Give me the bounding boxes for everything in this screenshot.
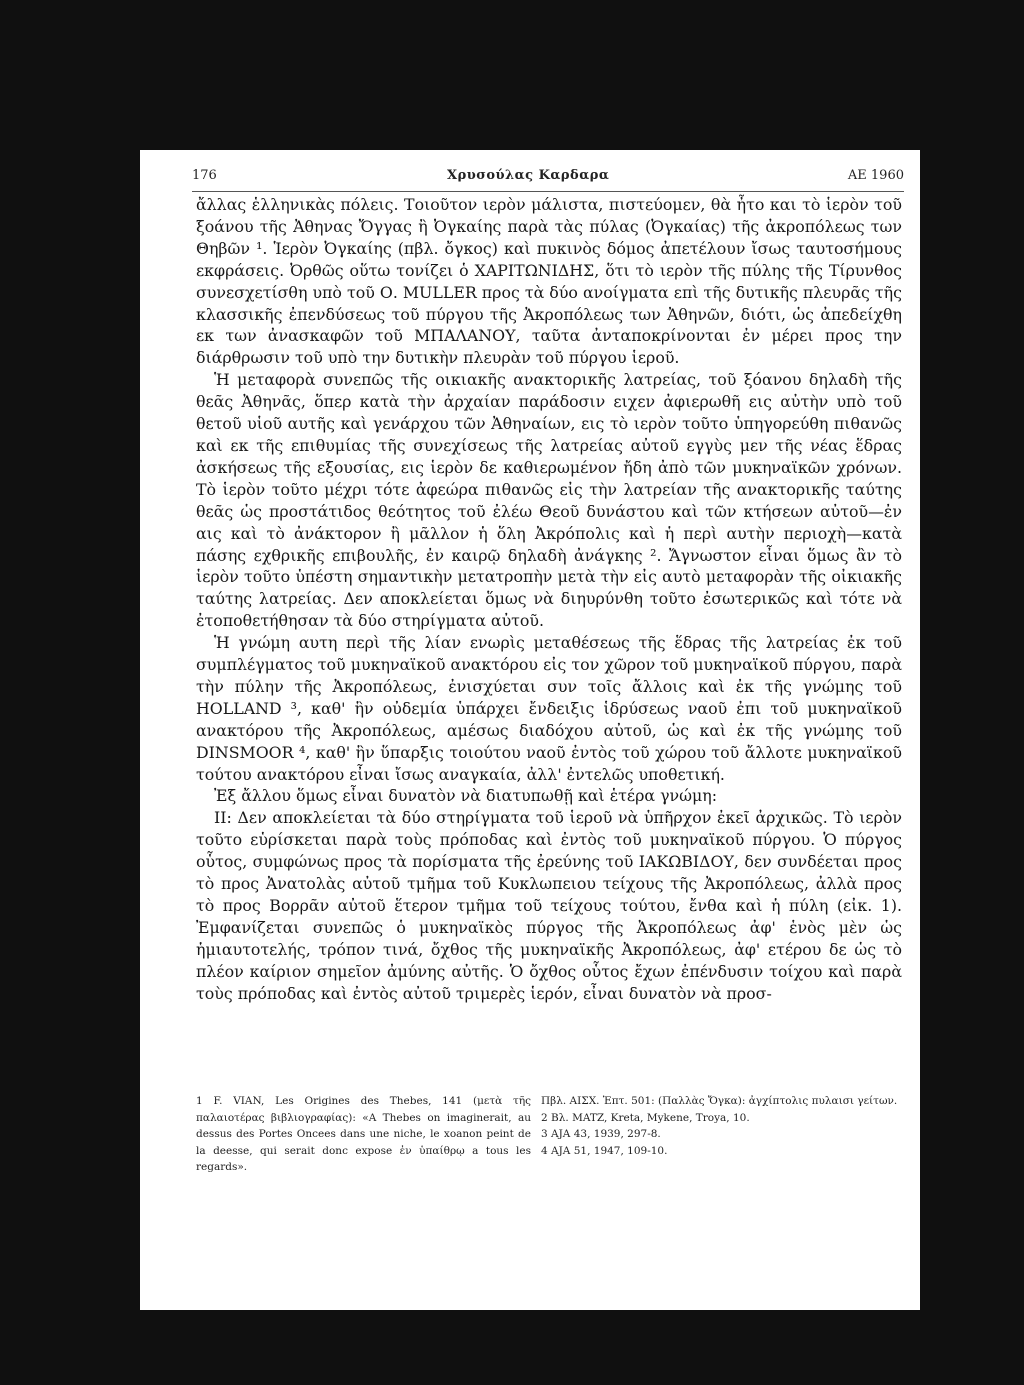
header-rule: [192, 191, 904, 192]
footnotes-left-column: [196, 1093, 531, 1176]
footnote: Πβλ. ΑΙΣΧ. Ἑπτ. 501: (Παλλὰς Ὄγκα): ἀγχίπτολις πυλαισι γείτων.: [541, 1095, 898, 1107]
journal-reference: ΑΕ 1960: [847, 168, 904, 183]
paragraph: Ἡ γνώμη αυτη περὶ τῆς λίαν ενωρὶς μεταθέσεως τῆς ἕδρας τῆς λατρείας ἐκ τοῦ συμπλέγματος τοῦ μυκηναϊκοῦ ανακτόρου εἰς τον χῶρον τοῦ μυκηναϊκοῦ πύργου, παρὰ τὴν πύλην τῆς Ἀκροπόλεως, ἐνισχύεται συν τοῖς ἄλλοις καὶ ἐκ τῆς γνώμης τοῦ HOLLAND ³, καθ' ἣν οὐδεμία ὑπάρχει ἔνδειξις ἱδρύσεως ναοῦ ἐπι τοῦ μυκηναϊκοῦ ανακτόρου τῆς Ἀκροπόλεως, αμέσως διαδόχου αὐτοῦ, ὡς καὶ ἐκ τῆς γνώμης τοῦ DINSMOOR ⁴, καθ' ἣν ὕπαρξις τοιούτου ναοῦ ἐντὸς τοῦ χώρου τοῦ ἄλλοτε μυκηναϊκοῦ τούτου ανακτόρου εἶναι ἴσως αναγκαία, ἀλλ' ἐντελῶς υποθετική.: [196, 633, 902, 784]
paragraph: Ἡ μεταφορὰ συνεπῶς τῆς οικιακῆς ανακτορικῆς λατρείας, τοῦ ξόανου δηλαδὴ τῆς θεᾶς Ἀθηνᾶς, ὅπερ κατὰ τὴν ἀρχαίαν παράδοσιν ειχεν ἀφιερωθῆ εις αὐτὴν υπὸ τοῦ θετοῦ υἱοῦ αυτῆς καὶ γενάρχου τῶν Ἀθηναίων, εις τὸ ιερὸν τοῦτο ὑπηγορεύθη πιθανῶς καὶ εκ τῆς επιθυμίας τῆς συνεχίσεως τῆς λατρείας αὐτοῦ εγγὺς μεν τῆς νέας ἕδρας ἀσκήσεως τῆς εξουσίας, εις ἱερὸν δε καθιερωμένον ἤδη ἀπὸ τῶν μυκηναϊκῶν χρόνων. Τὸ ἱερὸν τοῦτο μέχρι τότε ἀφεώρα πιθανῶς εἰς τὴν λατρείαν τῆς ανακτορικῆς ταύτης θεᾶς ὡς προστάτιδος θεότητος τοῦ ἐλέω Θεοῦ δυνάστου καὶ τῶν κτήσεων αὐτοῦ—ἐν αις καὶ τὸ ἀνάκτορον ἢ μᾶλλον ἡ ὅλη Ἀκρόπολις καὶ ἡ περὶ αυτὴν περιοχὴ—κατὰ πάσης εχθρικῆς επιβουλῆς, ἐν καιρῷ δηλαδὴ ἀνάγκης ². Ἄγνωστον εἶναι ὅμως ἂν τὸ ἱερὸν τοῦτο ὑπέστη σημαντικὴν μετατροπὴν μετὰ τὴν εἰς αυτὸ μεταφορὰν τῆς οἰκιακῆς ταύτης λατρείας. Δεν αποκλείεται ὅμως νὰ διηυρύνθη τοῦτο ἐσωτερικῶς καὶ τότε νὰ ἐτοποθετήθησαν τὰ δύο στηρίγματα αὐτοῦ.: [196, 370, 902, 631]
footnote: 2 Βλ. MATZ, Kreta, Mykene, Troya, 10.: [541, 1111, 750, 1124]
paragraph: II: Δεν αποκλείεται τὰ δύο στηρίγματα τοῦ ἱεροῦ νὰ ὑπῆρχον ἐκεῖ ἀρχικῶς. Τὸ ιερὸν τοῦτο εὑρίσκεται παρὰ τοὺς πρόποδας καὶ ἐντὸς τοῦ μυκηναϊκοῦ πύργου. Ὁ πύργος οὗτος, συμφώνως προς τὰ πορίσματα τῆς ἐρεύνης τοῦ ΙΑΚΩΒΙΔΟΥ, δεν συνδέεται προς τὸ προς Ἀνατολὰς αὐτοῦ τμῆμα τοῦ Κυκλωπειου τείχους τῆς Ἀκροπόλεως, ἀλλὰ προς τὸ προς Βορρᾶν αὐτοῦ ἕτερον τμῆμα τοῦ τείχους τούτου, ἔνθα καὶ ἡ πύλη (εἰκ. 1). Ἐμφανίζεται συνεπῶς ὁ μυκηναϊκὸς πύργος τῆς Ἀκροπόλεως ἀφ' ἑνὸς μὲν ὡς ἡμιαυτοτελής, τρόπον τινά, ὄχθος τῆς μυκηναϊκῆς Ἀκροπόλεως, ἀφ' ετέρου δε ὡς τὸ πλέον καίριον σημεῖον ἀμύνης αὐτῆς. Ὁ ὄχθος οὗτος ἔχων ἐπένδυσιν τοίχου καὶ παρὰ τοὺς πρόποδας καὶ ἐντὸς αὐτοῦ τριμερὲς ἱερόν, εἶναι δυνατὸν νὰ προσ-: [196, 808, 902, 1003]
running-title: Χρυσούλας Καρδαρα: [447, 168, 610, 183]
footnote: 1 F. VIAN, Les Origines des Thebes, 141 (μετὰ τῆς παλαιοτέρας βιβλιογραφίας): «A Thebes on imaginerait, au dessus des Portes Oncees dans une niche, le xoanon peint de la deesse, qui serait donc expose ἐν ὑπαίθρῳ a tous les regards».: [196, 1095, 531, 1173]
footnotes-right-column: [541, 1093, 901, 1159]
document-page: [140, 150, 920, 1310]
running-header: [192, 168, 904, 190]
page-number: 176: [192, 168, 217, 183]
footnote: 4 AJA 51, 1947, 109-10.: [541, 1144, 668, 1157]
paragraph: Ἐξ ἄλλου ὅμως εἶναι δυνατὸν νὰ διατυπωθῇ καὶ ἑτέρα γνώμη:: [214, 786, 718, 806]
footnote: 3 AJA 43, 1939, 297-8.: [541, 1128, 661, 1140]
paragraph: ἄλλας ἑλληνικὰς πόλεις. Τοιοῦτον ιερὸν μάλιστα, πιστεύομεν, θὰ ἦτο και τὸ ἱερὸν τοῦ ξοάνου τῆς Ἀθηνας Ὄγγας ἢ Ὀγκαίης παρὰ τὰς πύλας (Ὀγκαίας) τῆς ἀκροπόλεως των Θηβῶν ¹. Ἱερὸν Ὀγκαίης (πβλ. ὄγκος) καὶ πυκινὸς δόμος ἀπετέλουν ἴσως ταυτοσήμους εκφράσεις. Ὀρθῶς οὕτω τονίζει ὁ ΧΑΡΙΤΩΝΙΔΗΣ, ὅτι τὸ ιερὸν τῆς πύλης τῆς Τίρυνθος συνεσχετίσθη υπὸ τοῦ Ο. MULLER προς τὰ δύο ανοίγματα επὶ τῆς δυτικῆς πλευρᾶς τῆς κλασσικῆς ἐπενδύσεως τοῦ πύργου τῆς Ἀκροπόλεως των Ἀθηνῶν, διότι, ὡς ἀπεδείχθη εκ των ἀνασκαφῶν τοῦ ΜΠΑΛΑΝΟΥ, ταῦτα ἀνταποκρίνονται ἐν μέρει προς την διάρθρωσιν τοῦ υπὸ την δυτικὴν πλευρὰν τοῦ πύργου ἱεροῦ.: [196, 195, 902, 368]
footnotes: [196, 1093, 902, 1213]
body-text: [196, 194, 902, 1005]
